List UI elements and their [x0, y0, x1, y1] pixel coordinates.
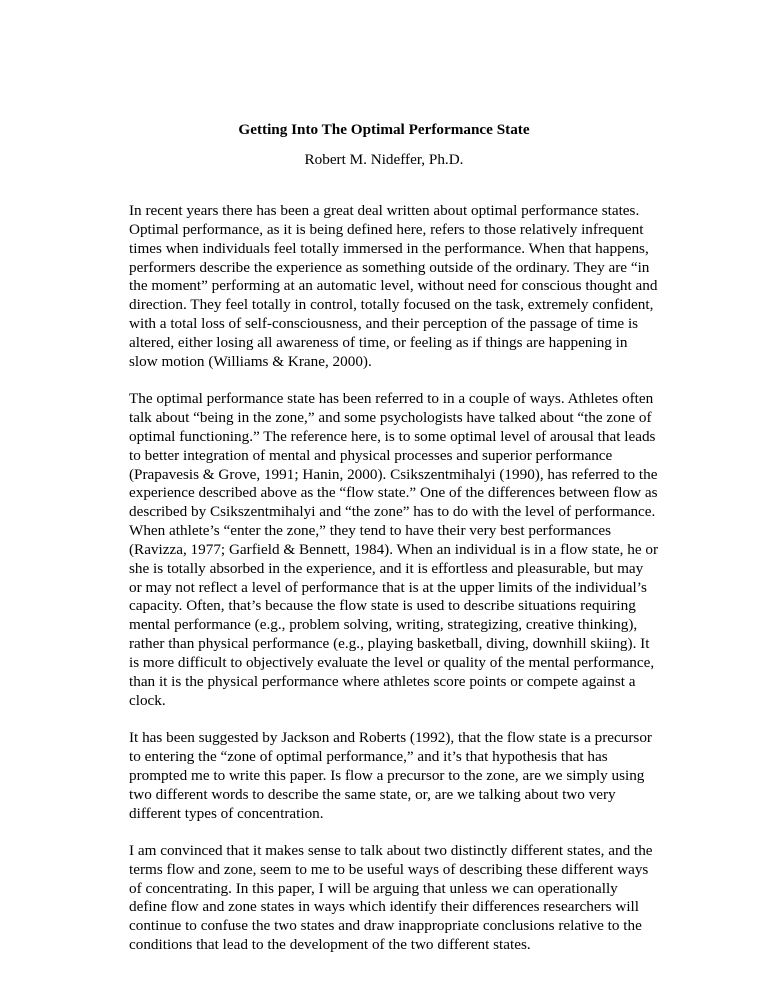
document-title: Getting Into The Optimal Performance State: [238, 121, 530, 138]
document-author: Robert M. Nideffer, Ph.D.: [304, 151, 464, 168]
paragraph-3: It has been suggested by Jackson and Roberts (1992), that the flow state is a precursor to entering the “zone of optimal performance,” and it’s that hypothesis that has prompted me to write this paper. Is flow a precursor to the zone, are we simply using two different words to describe the same state, or, are we talking about two very different types of concentration.: [129, 729, 652, 822]
document-body: [129, 202, 659, 974]
paragraph-1: In recent years there has been a great deal written about optimal performance states. Optimal performance, as it is being defined here, refers to those relatively infrequent times when individuals feel totally immersed in the performance. When that happens, performers describe the experience as something outside of the ordinary. They are “in the moment” performing at an automatic level, without need for conscious thought and direction. They feel totally in control, totally focused on the task, extremely confident, with a total loss of self-consciousness, and their perception of the passage of time is altered, either losing all awareness of time, or feeling as if things are happening in slow motion (Williams & Krane, 2000).: [129, 202, 658, 370]
paragraph-4: I am convinced that it makes sense to talk about two distinctly different states, and the terms flow and zone, seem to me to be useful ways of describing these different ways of concentrating. In this paper, I will be arguing that unless we can operationally define flow and zone states in ways which identify their differences researchers will continue to confuse the two states and draw inappropriate conclusions relative to the conditions that lead to the development of the two different states.: [129, 841, 653, 954]
paragraph-2: The optimal performance state has been referred to in a couple of ways. Athletes often talk about “being in the zone,” and some psychologists have talked about “the zone of optimal functioning.” The reference here, is to some optimal level of arousal that leads to better integration of mental and physical processes and superior performance (Prapavesis & Grove, 1991; Hanin, 2000). Csikszentmihalyi (1990), has referred to the experience described above as the “flow state.” One of the differences between flow as described by Csikszentmihalyi and “the zone” has to do with the level of performance. When athlete’s “enter the zone,” they tend to have their very best performances (Ravizza, 1977; Garfield & Bennett, 1984). When an individual is in a flow state, he or she is totally absorbed in the experience, and it is effortless and pleasurable, but may or may not reflect a level of performance that is at the upper limits of the individual’s capacity. Often, that’s because the flow state is used to describe situations requiring mental performance (e.g., problem solving, writing, strategizing, creative thinking), rather than physical performance (e.g., playing basketball, diving, downhill skiing). It is more difficult to objectively evaluate the level or quality of the mental performance, than it is the physical performance where athletes score points or compete against a clock.: [129, 390, 659, 709]
